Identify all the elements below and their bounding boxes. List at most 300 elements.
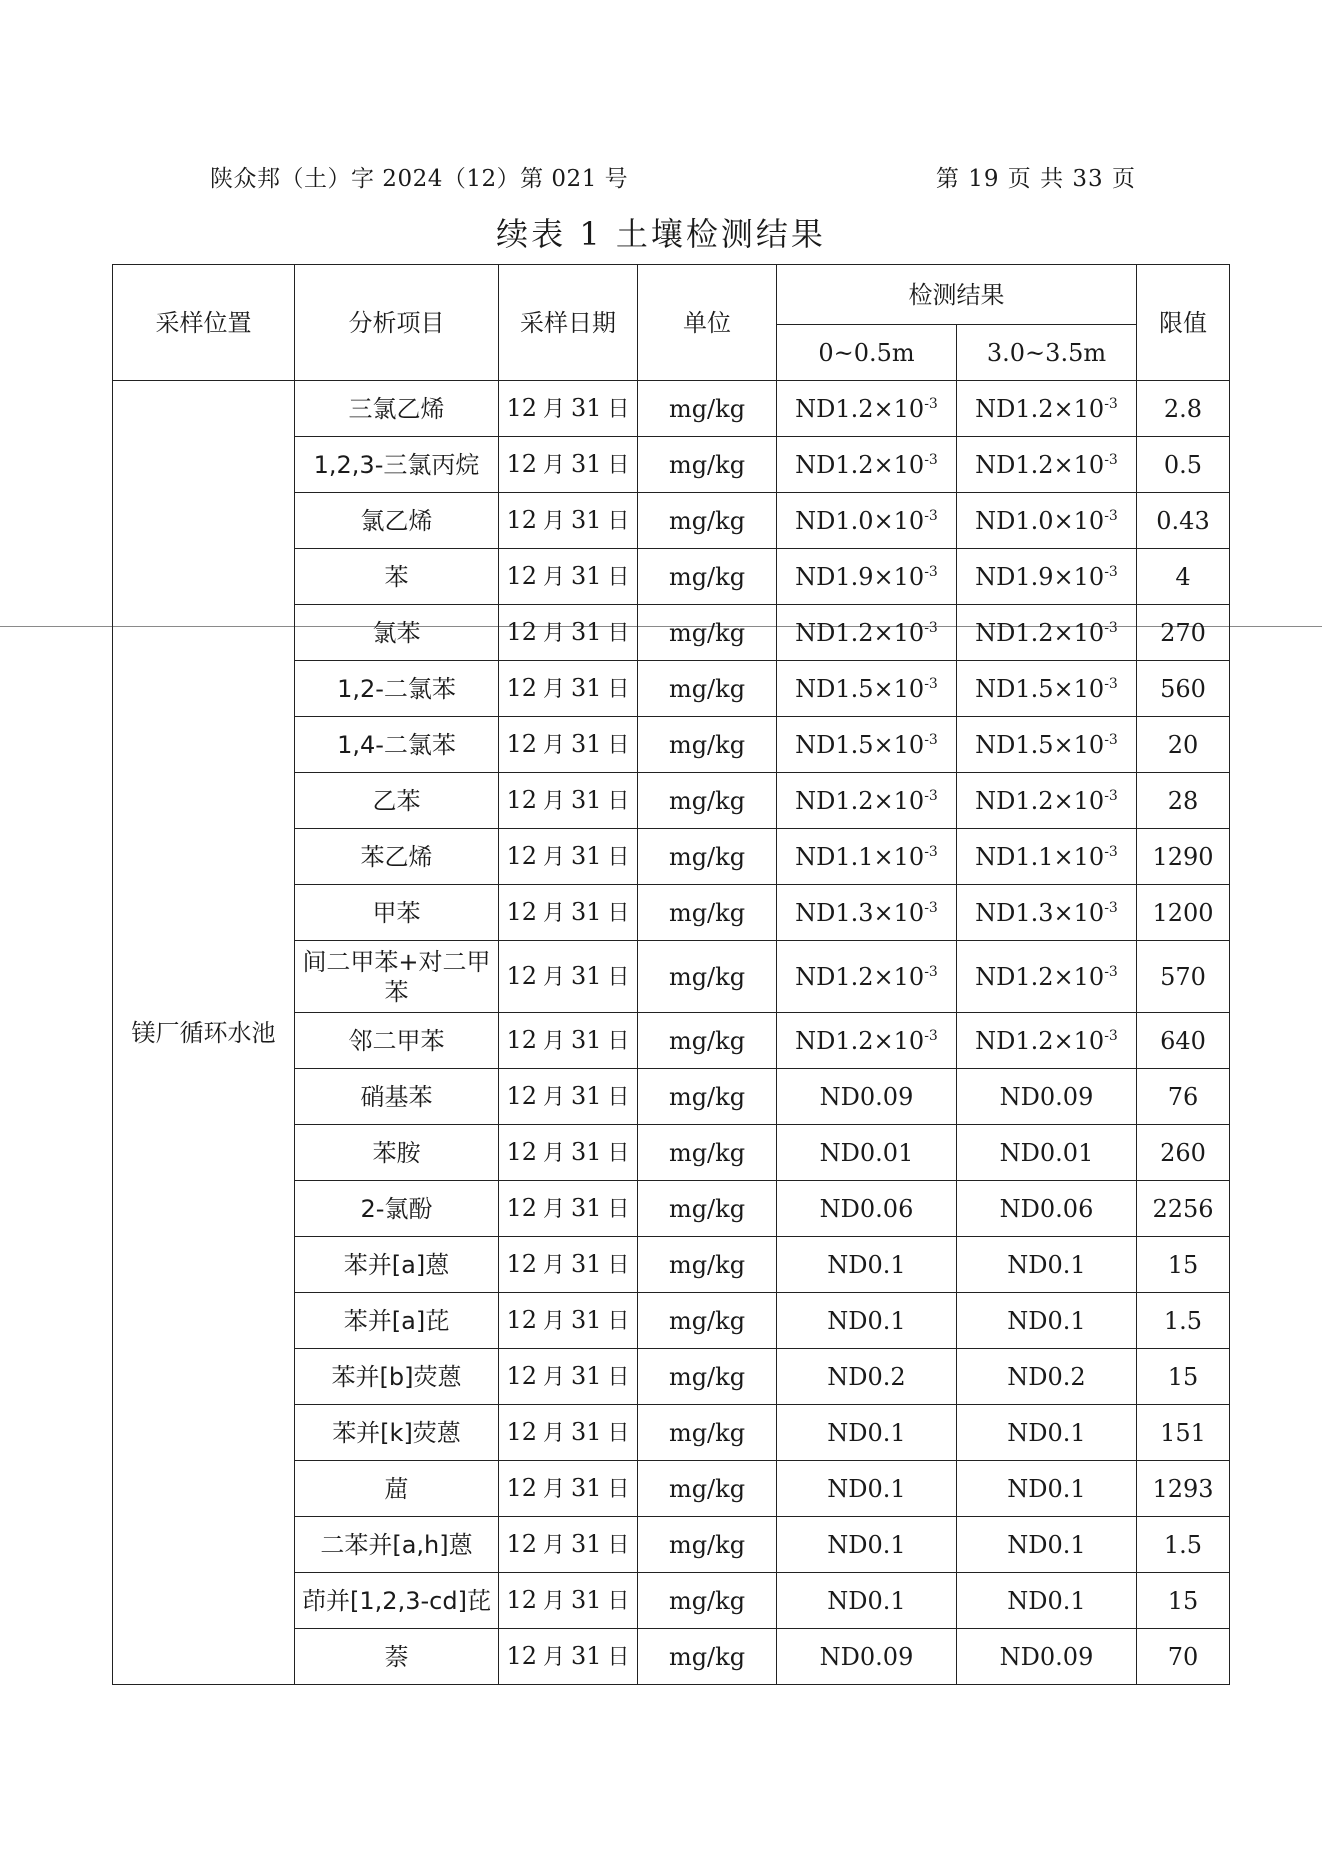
analysis-item-cell: 硝基苯 xyxy=(295,1069,499,1125)
sampling-date-cell xyxy=(499,1181,638,1237)
result-value: ND1.1×10 xyxy=(975,842,1105,871)
sampling-date-cell xyxy=(499,1405,638,1461)
sampling-date-cell xyxy=(499,1125,638,1181)
result-value: ND1.3×10 xyxy=(975,898,1105,927)
result-exponent: -3 xyxy=(924,563,938,580)
unit-cell: mg/kg xyxy=(638,1069,777,1125)
analysis-item-cell: 苯乙烯 xyxy=(295,829,499,885)
date-day: 31 xyxy=(571,729,602,758)
unit-cell: mg/kg xyxy=(638,437,777,493)
analysis-item-cell: 茚并[1,2,3-cd]芘 xyxy=(295,1573,499,1629)
analysis-item-cell: 苯并[a]蒽 xyxy=(295,1237,499,1293)
limit-value-cell: 640 xyxy=(1137,1013,1230,1069)
date-month: 12 xyxy=(506,1641,537,1670)
col-header-date: 采样日期 xyxy=(499,265,638,381)
result-depth-2-cell xyxy=(957,941,1137,1013)
result-depth-2-cell xyxy=(957,1349,1137,1405)
result-value: ND1.2×10 xyxy=(795,962,925,991)
date-day: 31 xyxy=(571,673,602,702)
date-day: 31 xyxy=(571,449,602,478)
limit-value-cell: 15 xyxy=(1137,1349,1230,1405)
date-day-suffix: 日 xyxy=(607,1140,630,1166)
result-value: ND1.0×10 xyxy=(975,506,1105,535)
date-month: 12 xyxy=(506,1417,537,1446)
date-day-suffix: 日 xyxy=(607,844,630,870)
date-day: 31 xyxy=(571,1249,602,1278)
analysis-item-cell: 苯 xyxy=(295,549,499,605)
result-depth-2-cell xyxy=(957,1629,1137,1685)
table-row xyxy=(113,381,1230,437)
date-day-suffix: 日 xyxy=(607,1476,630,1502)
analysis-item-cell: 二苯并[a,h]蒽 xyxy=(295,1517,499,1573)
result-exponent: -3 xyxy=(1104,787,1118,804)
unit-cell: mg/kg xyxy=(638,1461,777,1517)
result-value: ND1.9×10 xyxy=(975,562,1105,591)
unit-cell: mg/kg xyxy=(638,941,777,1013)
analysis-item-cell: 2-氯酚 xyxy=(295,1181,499,1237)
result-exponent: -3 xyxy=(1104,507,1118,524)
unit-cell: mg/kg xyxy=(638,1237,777,1293)
sampling-date-cell xyxy=(499,661,638,717)
sampling-date-cell xyxy=(499,885,638,941)
result-exponent: -3 xyxy=(1104,619,1118,636)
limit-value-cell: 28 xyxy=(1137,773,1230,829)
result-value: ND0.1 xyxy=(1007,1418,1086,1447)
date-month: 12 xyxy=(506,1361,537,1390)
result-depth-2-cell xyxy=(957,1461,1137,1517)
unit-cell: mg/kg xyxy=(638,605,777,661)
result-depth-2-cell xyxy=(957,717,1137,773)
result-exponent: -3 xyxy=(1104,731,1118,748)
sampling-date-cell xyxy=(499,1069,638,1125)
date-day-suffix: 日 xyxy=(607,676,630,702)
analysis-item-cell: 乙苯 xyxy=(295,773,499,829)
sampling-date-cell xyxy=(499,1517,638,1573)
limit-value-cell: 1290 xyxy=(1137,829,1230,885)
limit-value-cell: 270 xyxy=(1137,605,1230,661)
sampling-date-cell xyxy=(499,1293,638,1349)
sampling-date-cell xyxy=(499,549,638,605)
result-exponent: -3 xyxy=(1104,675,1118,692)
result-depth-2-cell xyxy=(957,437,1137,493)
page-info: 第 19 页 共 33 页 xyxy=(935,166,1136,192)
date-day: 31 xyxy=(571,785,602,814)
limit-value-cell: 260 xyxy=(1137,1125,1230,1181)
date-day: 31 xyxy=(571,897,602,926)
date-day-suffix: 日 xyxy=(607,1308,630,1334)
result-depth-1-cell xyxy=(777,1013,957,1069)
result-exponent: -3 xyxy=(924,675,938,692)
date-day: 31 xyxy=(571,961,602,990)
document-number: 陕众邦（土）字 2024（12）第 021 号 xyxy=(210,166,629,192)
result-exponent: -3 xyxy=(924,507,938,524)
unit-cell: mg/kg xyxy=(638,549,777,605)
date-day-suffix: 日 xyxy=(607,1196,630,1222)
date-month-suffix: 月 xyxy=(542,1028,565,1054)
date-month-suffix: 月 xyxy=(542,1252,565,1278)
result-depth-2-cell xyxy=(957,885,1137,941)
result-value: ND0.09 xyxy=(819,1082,914,1111)
result-depth-1-cell xyxy=(777,661,957,717)
col-header-results: 检测结果 xyxy=(777,265,1137,325)
date-month-suffix: 月 xyxy=(542,564,565,590)
result-value: ND0.01 xyxy=(819,1138,914,1167)
result-value: ND0.1 xyxy=(827,1530,906,1559)
result-depth-2-cell xyxy=(957,1181,1137,1237)
result-value: ND0.01 xyxy=(999,1138,1094,1167)
result-depth-1-cell xyxy=(777,437,957,493)
date-day: 31 xyxy=(571,1193,602,1222)
result-depth-2-cell xyxy=(957,1013,1137,1069)
result-depth-2-cell xyxy=(957,549,1137,605)
result-exponent: -3 xyxy=(1104,563,1118,580)
limit-value-cell: 2.8 xyxy=(1137,381,1230,437)
result-depth-2-cell xyxy=(957,1293,1137,1349)
result-value: ND0.09 xyxy=(999,1642,1094,1671)
result-value: ND1.5×10 xyxy=(975,674,1105,703)
result-value: ND0.1 xyxy=(1007,1530,1086,1559)
limit-value-cell: 70 xyxy=(1137,1629,1230,1685)
results-table xyxy=(112,264,1230,1685)
date-day: 31 xyxy=(571,1137,602,1166)
date-day-suffix: 日 xyxy=(607,620,630,646)
analysis-item-cell: 苯并[a]芘 xyxy=(295,1293,499,1349)
analysis-item-cell: 1,4-二氯苯 xyxy=(295,717,499,773)
date-day-suffix: 日 xyxy=(607,452,630,478)
limit-value-cell: 4 xyxy=(1137,549,1230,605)
date-day-suffix: 日 xyxy=(607,1252,630,1278)
result-value: ND0.1 xyxy=(827,1474,906,1503)
result-exponent: -3 xyxy=(924,619,938,636)
date-month-suffix: 月 xyxy=(542,1364,565,1390)
date-month-suffix: 月 xyxy=(542,1196,565,1222)
analysis-item-cell: 甲苯 xyxy=(295,885,499,941)
result-depth-2-cell xyxy=(957,605,1137,661)
date-month: 12 xyxy=(506,505,537,534)
limit-value-cell: 1.5 xyxy=(1137,1293,1230,1349)
result-depth-1-cell xyxy=(777,1125,957,1181)
sampling-location-cell: 镁厂循环水池 xyxy=(113,381,295,1685)
analysis-item-cell: 1,2,3-三氯丙烷 xyxy=(295,437,499,493)
result-value: ND1.2×10 xyxy=(975,1026,1105,1055)
sampling-date-cell xyxy=(499,381,638,437)
sampling-date-cell xyxy=(499,773,638,829)
result-exponent: -3 xyxy=(1104,899,1118,916)
col-header-depth-1: 0~0.5m xyxy=(777,325,957,381)
result-exponent: -3 xyxy=(924,1027,938,1044)
date-day-suffix: 日 xyxy=(607,732,630,758)
date-day-suffix: 日 xyxy=(607,1028,630,1054)
result-depth-1-cell xyxy=(777,829,957,885)
limit-value-cell: 20 xyxy=(1137,717,1230,773)
date-day-suffix: 日 xyxy=(607,1084,630,1110)
date-month: 12 xyxy=(506,393,537,422)
date-day: 31 xyxy=(571,505,602,534)
date-month-suffix: 月 xyxy=(542,396,565,422)
sampling-date-cell xyxy=(499,437,638,493)
result-exponent: -3 xyxy=(924,451,938,468)
limit-value-cell: 560 xyxy=(1137,661,1230,717)
sampling-date-cell xyxy=(499,829,638,885)
date-month: 12 xyxy=(506,673,537,702)
date-month: 12 xyxy=(506,1585,537,1614)
result-value: ND0.09 xyxy=(999,1082,1094,1111)
date-month-suffix: 月 xyxy=(542,508,565,534)
date-month-suffix: 月 xyxy=(542,964,565,990)
sampling-date-cell xyxy=(499,717,638,773)
result-value: ND1.2×10 xyxy=(975,786,1105,815)
date-month: 12 xyxy=(506,1193,537,1222)
analysis-item-cell: 三氯乙烯 xyxy=(295,381,499,437)
result-value: ND0.09 xyxy=(819,1642,914,1671)
result-depth-2-cell xyxy=(957,1517,1137,1573)
result-value: ND1.2×10 xyxy=(975,450,1105,479)
limit-value-cell: 76 xyxy=(1137,1069,1230,1125)
analysis-item-cell: 氯苯 xyxy=(295,605,499,661)
analysis-item-cell: 䓛 xyxy=(295,1461,499,1517)
date-month: 12 xyxy=(506,1305,537,1334)
result-depth-2-cell xyxy=(957,661,1137,717)
result-value: ND1.2×10 xyxy=(795,1026,925,1055)
result-value: ND1.2×10 xyxy=(795,394,925,423)
result-depth-1-cell xyxy=(777,549,957,605)
result-depth-2-cell xyxy=(957,381,1137,437)
date-day: 31 xyxy=(571,561,602,590)
analysis-item-cell: 苯并[k]荧蒽 xyxy=(295,1405,499,1461)
sampling-date-cell xyxy=(499,1629,638,1685)
limit-value-cell: 570 xyxy=(1137,941,1230,1013)
unit-cell: mg/kg xyxy=(638,717,777,773)
date-day-suffix: 日 xyxy=(607,508,630,534)
limit-value-cell: 1293 xyxy=(1137,1461,1230,1517)
result-exponent: -3 xyxy=(924,843,938,860)
result-value: ND1.2×10 xyxy=(975,618,1105,647)
col-header-location: 采样位置 xyxy=(113,265,295,381)
sampling-date-cell xyxy=(499,1349,638,1405)
col-header-depth-2: 3.0~3.5m xyxy=(957,325,1137,381)
result-depth-2-cell xyxy=(957,1125,1137,1181)
result-exponent: -3 xyxy=(924,899,938,916)
date-day-suffix: 日 xyxy=(607,1532,630,1558)
result-value: ND0.1 xyxy=(1007,1250,1086,1279)
date-day: 31 xyxy=(571,841,602,870)
table-title: 续表 1 土壤检测结果 xyxy=(496,215,826,253)
result-depth-1-cell xyxy=(777,381,957,437)
unit-cell: mg/kg xyxy=(638,661,777,717)
result-depth-1-cell xyxy=(777,885,957,941)
result-depth-2-cell xyxy=(957,1405,1137,1461)
result-depth-1-cell xyxy=(777,1461,957,1517)
result-value: ND1.2×10 xyxy=(975,394,1105,423)
result-depth-1-cell xyxy=(777,717,957,773)
result-value: ND1.2×10 xyxy=(795,786,925,815)
analysis-item-cell: 苯胺 xyxy=(295,1125,499,1181)
result-depth-1-cell xyxy=(777,1405,957,1461)
limit-value-cell: 15 xyxy=(1137,1237,1230,1293)
date-day: 31 xyxy=(571,1473,602,1502)
unit-cell: mg/kg xyxy=(638,1405,777,1461)
date-day-suffix: 日 xyxy=(607,1588,630,1614)
date-month: 12 xyxy=(506,1529,537,1558)
unit-cell: mg/kg xyxy=(638,885,777,941)
result-exponent: -3 xyxy=(1104,1027,1118,1044)
analysis-item-cell: 间二甲苯+对二甲苯 xyxy=(295,941,499,1013)
result-value: ND0.2 xyxy=(827,1362,906,1391)
limit-value-cell: 1200 xyxy=(1137,885,1230,941)
result-depth-2-cell xyxy=(957,493,1137,549)
date-month: 12 xyxy=(506,1025,537,1054)
result-value: ND0.1 xyxy=(827,1586,906,1615)
result-value: ND1.5×10 xyxy=(975,730,1105,759)
result-depth-1-cell xyxy=(777,605,957,661)
date-day-suffix: 日 xyxy=(607,564,630,590)
date-month: 12 xyxy=(506,1249,537,1278)
result-depth-2-cell xyxy=(957,1573,1137,1629)
date-day: 31 xyxy=(571,1081,602,1110)
result-value: ND1.5×10 xyxy=(795,674,925,703)
result-depth-1-cell xyxy=(777,1181,957,1237)
date-month-suffix: 月 xyxy=(542,1476,565,1502)
date-month: 12 xyxy=(506,729,537,758)
date-month: 12 xyxy=(506,449,537,478)
result-depth-1-cell xyxy=(777,1237,957,1293)
result-exponent: -3 xyxy=(1104,963,1118,980)
result-exponent: -3 xyxy=(1104,395,1118,412)
unit-cell: mg/kg xyxy=(638,1349,777,1405)
result-value: ND0.1 xyxy=(1007,1474,1086,1503)
result-value: ND1.1×10 xyxy=(795,842,925,871)
result-value: ND0.1 xyxy=(1007,1306,1086,1335)
date-day-suffix: 日 xyxy=(607,788,630,814)
col-header-item: 分析项目 xyxy=(295,265,499,381)
result-value: ND1.5×10 xyxy=(795,730,925,759)
unit-cell: mg/kg xyxy=(638,1517,777,1573)
date-day: 31 xyxy=(571,1641,602,1670)
analysis-item-cell: 1,2-二氯苯 xyxy=(295,661,499,717)
date-month: 12 xyxy=(506,561,537,590)
limit-value-cell: 0.43 xyxy=(1137,493,1230,549)
sampling-date-cell xyxy=(499,1573,638,1629)
date-month: 12 xyxy=(506,785,537,814)
date-month-suffix: 月 xyxy=(542,788,565,814)
date-month: 12 xyxy=(506,617,537,646)
result-exponent: -3 xyxy=(1104,451,1118,468)
result-value: ND1.2×10 xyxy=(795,450,925,479)
date-day: 31 xyxy=(571,1025,602,1054)
result-exponent: -3 xyxy=(1104,843,1118,860)
date-month: 12 xyxy=(506,841,537,870)
date-month-suffix: 月 xyxy=(542,1308,565,1334)
result-depth-2-cell xyxy=(957,1237,1137,1293)
date-day-suffix: 日 xyxy=(607,964,630,990)
date-day: 31 xyxy=(571,1585,602,1614)
date-month-suffix: 月 xyxy=(542,1140,565,1166)
date-day: 31 xyxy=(571,1305,602,1334)
unit-cell: mg/kg xyxy=(638,1181,777,1237)
analysis-item-cell: 萘 xyxy=(295,1629,499,1685)
col-header-unit: 单位 xyxy=(638,265,777,381)
date-day: 31 xyxy=(571,393,602,422)
date-day-suffix: 日 xyxy=(607,1644,630,1670)
result-value: ND0.1 xyxy=(827,1250,906,1279)
result-exponent: -3 xyxy=(924,395,938,412)
date-day-suffix: 日 xyxy=(607,396,630,422)
date-day: 31 xyxy=(571,617,602,646)
unit-cell: mg/kg xyxy=(638,1573,777,1629)
sampling-date-cell xyxy=(499,1237,638,1293)
date-month-suffix: 月 xyxy=(542,452,565,478)
result-value: ND0.1 xyxy=(827,1306,906,1335)
result-depth-2-cell xyxy=(957,1069,1137,1125)
date-day: 31 xyxy=(571,1361,602,1390)
date-month-suffix: 月 xyxy=(542,900,565,926)
result-value: ND1.0×10 xyxy=(795,506,925,535)
date-month-suffix: 月 xyxy=(542,620,565,646)
result-value: ND0.1 xyxy=(827,1418,906,1447)
result-depth-1-cell xyxy=(777,941,957,1013)
result-depth-1-cell xyxy=(777,1573,957,1629)
result-exponent: -3 xyxy=(924,787,938,804)
analysis-item-cell: 邻二甲苯 xyxy=(295,1013,499,1069)
unit-cell: mg/kg xyxy=(638,1013,777,1069)
result-value: ND1.3×10 xyxy=(795,898,925,927)
analysis-item-cell: 苯并[b]荧蒽 xyxy=(295,1349,499,1405)
sampling-date-cell xyxy=(499,941,638,1013)
limit-value-cell: 15 xyxy=(1137,1573,1230,1629)
sampling-date-cell xyxy=(499,605,638,661)
result-value: ND0.06 xyxy=(999,1194,1094,1223)
result-exponent: -3 xyxy=(924,963,938,980)
unit-cell: mg/kg xyxy=(638,381,777,437)
date-month: 12 xyxy=(506,1137,537,1166)
unit-cell: mg/kg xyxy=(638,1293,777,1349)
date-month-suffix: 月 xyxy=(542,1588,565,1614)
date-day-suffix: 日 xyxy=(607,900,630,926)
date-month: 12 xyxy=(506,1473,537,1502)
sampling-date-cell xyxy=(499,1461,638,1517)
result-depth-2-cell xyxy=(957,773,1137,829)
date-day: 31 xyxy=(571,1529,602,1558)
results-table-body xyxy=(113,381,1230,1685)
result-depth-1-cell xyxy=(777,1349,957,1405)
result-depth-2-cell xyxy=(957,829,1137,885)
result-depth-1-cell xyxy=(777,1293,957,1349)
date-month-suffix: 月 xyxy=(542,1420,565,1446)
date-month-suffix: 月 xyxy=(542,732,565,758)
unit-cell: mg/kg xyxy=(638,773,777,829)
date-month-suffix: 月 xyxy=(542,1644,565,1670)
sampling-date-cell xyxy=(499,493,638,549)
result-depth-1-cell xyxy=(777,1629,957,1685)
limit-value-cell: 1.5 xyxy=(1137,1517,1230,1573)
limit-value-cell: 0.5 xyxy=(1137,437,1230,493)
date-month-suffix: 月 xyxy=(542,1084,565,1110)
col-header-limit: 限值 xyxy=(1137,265,1230,381)
result-depth-1-cell xyxy=(777,1517,957,1573)
sampling-date-cell xyxy=(499,1013,638,1069)
date-month-suffix: 月 xyxy=(542,676,565,702)
result-value: ND0.06 xyxy=(819,1194,914,1223)
result-depth-1-cell xyxy=(777,773,957,829)
result-value: ND1.9×10 xyxy=(795,562,925,591)
result-value: ND1.2×10 xyxy=(975,962,1105,991)
date-day-suffix: 日 xyxy=(607,1420,630,1446)
date-month-suffix: 月 xyxy=(542,1532,565,1558)
unit-cell: mg/kg xyxy=(638,1125,777,1181)
date-month: 12 xyxy=(506,961,537,990)
result-value: ND0.2 xyxy=(1007,1362,1086,1391)
date-month-suffix: 月 xyxy=(542,844,565,870)
